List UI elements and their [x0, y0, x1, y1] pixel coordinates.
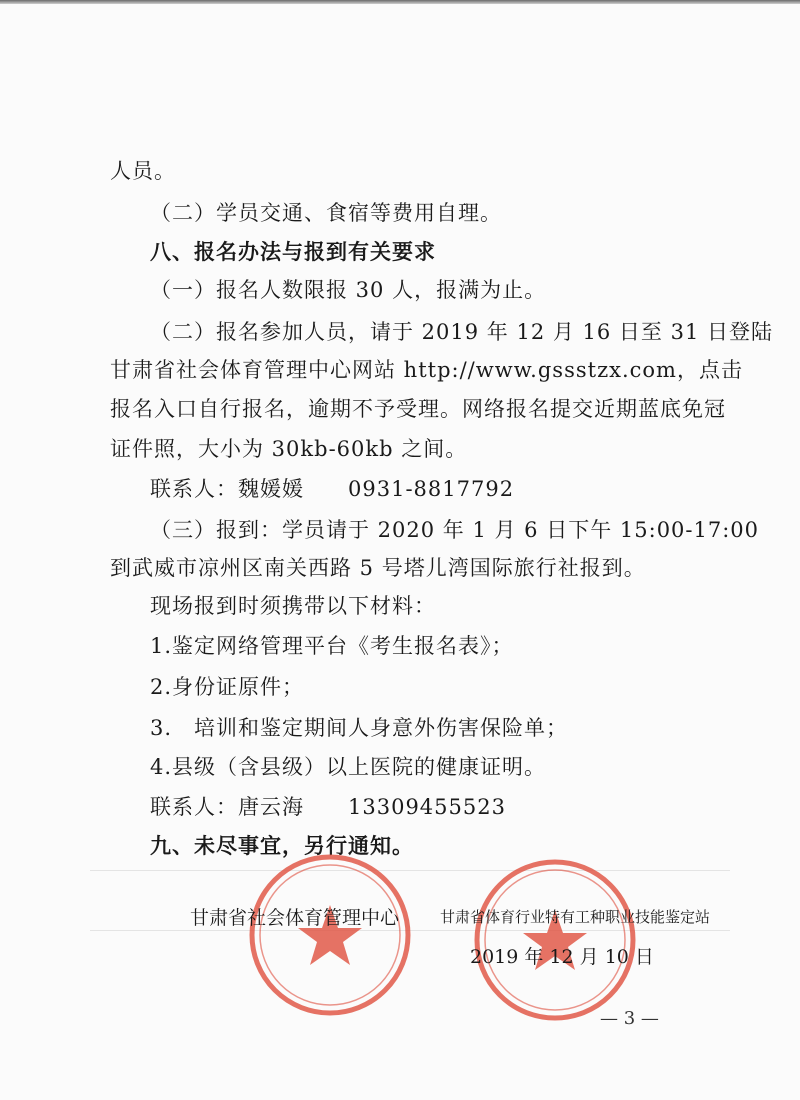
body-line-6: 报名入口自行报名，逾期不予受理。网络报名提交近期蓝底免冠 — [110, 397, 726, 421]
signature-date: 2019 年 12 月 10 日 — [470, 946, 654, 968]
body-line-5: 甘肃省社会体育管理中心网站 http://www.gssstzx.com，点击 — [110, 358, 743, 382]
body-line-9: 到武威市凉州区南关西路 5 号塔儿湾国际旅行社报到。 — [110, 556, 646, 580]
list-item-2: 2.身份证原件； — [150, 675, 305, 699]
list-item-3: 3. 培训和鉴定期间人身意外伤害保险单； — [150, 716, 569, 740]
section-heading-8: 八、报名办法与报到有关要求 — [150, 240, 436, 264]
official-seal-2 — [470, 855, 640, 1025]
body-line-1: 人员。 — [110, 159, 176, 183]
body-line-10: 现场报到时须携带以下材料： — [150, 594, 436, 618]
body-line-3: （一）报名人数限报 30 人，报满为止。 — [150, 278, 547, 302]
contact-line-1: 联系人：魏媛媛 0931-8817792 — [150, 477, 515, 501]
body-line-4: （二）报名参加人员，请于 2019 年 12 月 16 日至 31 日登陆 — [150, 320, 774, 344]
signer-org-2: 甘肃省体育行业特有工种职业技能鉴定站 — [440, 908, 711, 926]
body-line-7: 证件照，大小为 30kb-60kb 之间。 — [110, 437, 468, 461]
section-heading-9: 九、未尽事宜，另行通知。 — [150, 834, 414, 858]
body-line-8: （三）报到：学员请于 2020 年 1 月 6 日下午 15:00-17:00 — [150, 518, 760, 542]
official-seal-1 — [245, 850, 415, 1020]
signer-org-1: 甘肃省社会体育管理中心 — [190, 907, 400, 929]
scan-edge — [0, 0, 800, 4]
page-number: — 3 — — [600, 1008, 659, 1029]
body-line-2: （二）学员交通、食宿等费用自理。 — [150, 201, 502, 225]
contact-line-2: 联系人：唐云海 13309455523 — [150, 795, 506, 819]
list-item-1: 1.鉴定网络管理平台《考生报名表》； — [150, 634, 514, 658]
list-item-4: 4.县级（含县级）以上医院的健康证明。 — [150, 755, 547, 779]
